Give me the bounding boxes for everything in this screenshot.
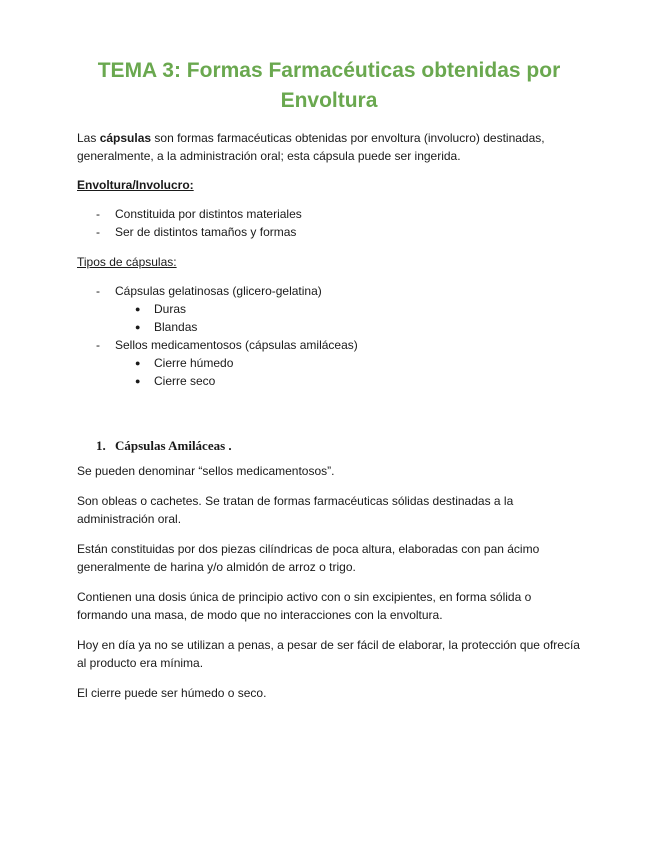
bullet-icon: ● xyxy=(135,304,141,314)
list-item-text: Cierre húmedo xyxy=(154,356,234,370)
list-item xyxy=(77,282,582,300)
body-paragraph: Se pueden denominar “sellos medicamentosos”. xyxy=(77,464,335,478)
list-item xyxy=(77,372,582,390)
dash-bullet: - xyxy=(96,207,100,221)
list-item-text: Duras xyxy=(154,302,187,316)
dash-bullet: - xyxy=(96,338,100,352)
dash-bullet: - xyxy=(96,284,100,298)
dash-bullet: - xyxy=(96,225,100,239)
list-item-text: Ser de distintos tamaños y formas xyxy=(115,225,297,239)
list-item-text: Cápsulas gelatinosas (glicero-gelatina) xyxy=(115,284,322,298)
gelatinosas-sublist xyxy=(77,300,582,336)
bullet-icon: ● xyxy=(135,358,141,368)
section-heading-text: Cápsulas Amiláceas . xyxy=(115,438,232,453)
section-number: 1. xyxy=(96,438,106,453)
body-paragraph: Son obleas o cachetes. Se tratan de formas farmacéuticas sólidas destinadas a la administración oral. xyxy=(77,494,514,526)
intro-bold-term: cápsulas xyxy=(99,131,152,145)
envoltura-list xyxy=(77,205,582,241)
list-item xyxy=(77,336,582,354)
tipos-label: Tipos de cápsulas: xyxy=(77,255,177,269)
page-title: TEMA 3: Formas Farmacéuticas obtenidas por Envoltura xyxy=(97,59,561,112)
body-paragraph: Contienen una dosis única de principio activo con o sin excipientes, en forma sólida o formando una masa, de modo que no interacciones con la envoltura. xyxy=(77,590,532,622)
intro-suffix: son formas farmacéuticas obtenidas por envoltura (involucro) destinadas, generalmente, a la administración oral; esta cápsula puede ser ingerida. xyxy=(77,131,545,163)
list-item-text: Sellos medicamentosos (cápsulas amiláceas) xyxy=(115,338,358,352)
section-heading xyxy=(77,436,582,456)
body-paragraph: El cierre puede ser húmedo o seco. xyxy=(77,686,267,700)
bullet-icon: ● xyxy=(135,322,141,332)
envoltura-label: Envoltura/Involucro: xyxy=(77,178,194,192)
list-item xyxy=(77,318,582,336)
list-item-text: Cierre seco xyxy=(154,374,216,388)
sellos-sublist xyxy=(77,354,582,390)
intro-prefix: Las xyxy=(77,131,100,145)
list-item-text: Blandas xyxy=(154,320,198,334)
bullet-icon: ● xyxy=(135,376,141,386)
list-item xyxy=(77,354,582,372)
list-item xyxy=(77,300,582,318)
body-paragraph: Están constituidas por dos piezas cilíndricas de poca altura, elaboradas con pan ácimo generalmente de harina y/o almidón de arroz o trigo. xyxy=(77,542,540,574)
list-item-text: Constituida por distintos materiales xyxy=(115,207,302,221)
list-item xyxy=(77,223,582,241)
tipos-list-continued xyxy=(77,336,582,354)
intro-paragraph xyxy=(77,129,582,165)
tipos-list xyxy=(77,282,582,300)
document-page xyxy=(77,56,582,702)
body-paragraph: Hoy en día ya no se utilizan a penas, a pesar de ser fácil de elaborar, la protección que ofrecía al producto era mínima. xyxy=(77,638,580,670)
list-item xyxy=(77,205,582,223)
